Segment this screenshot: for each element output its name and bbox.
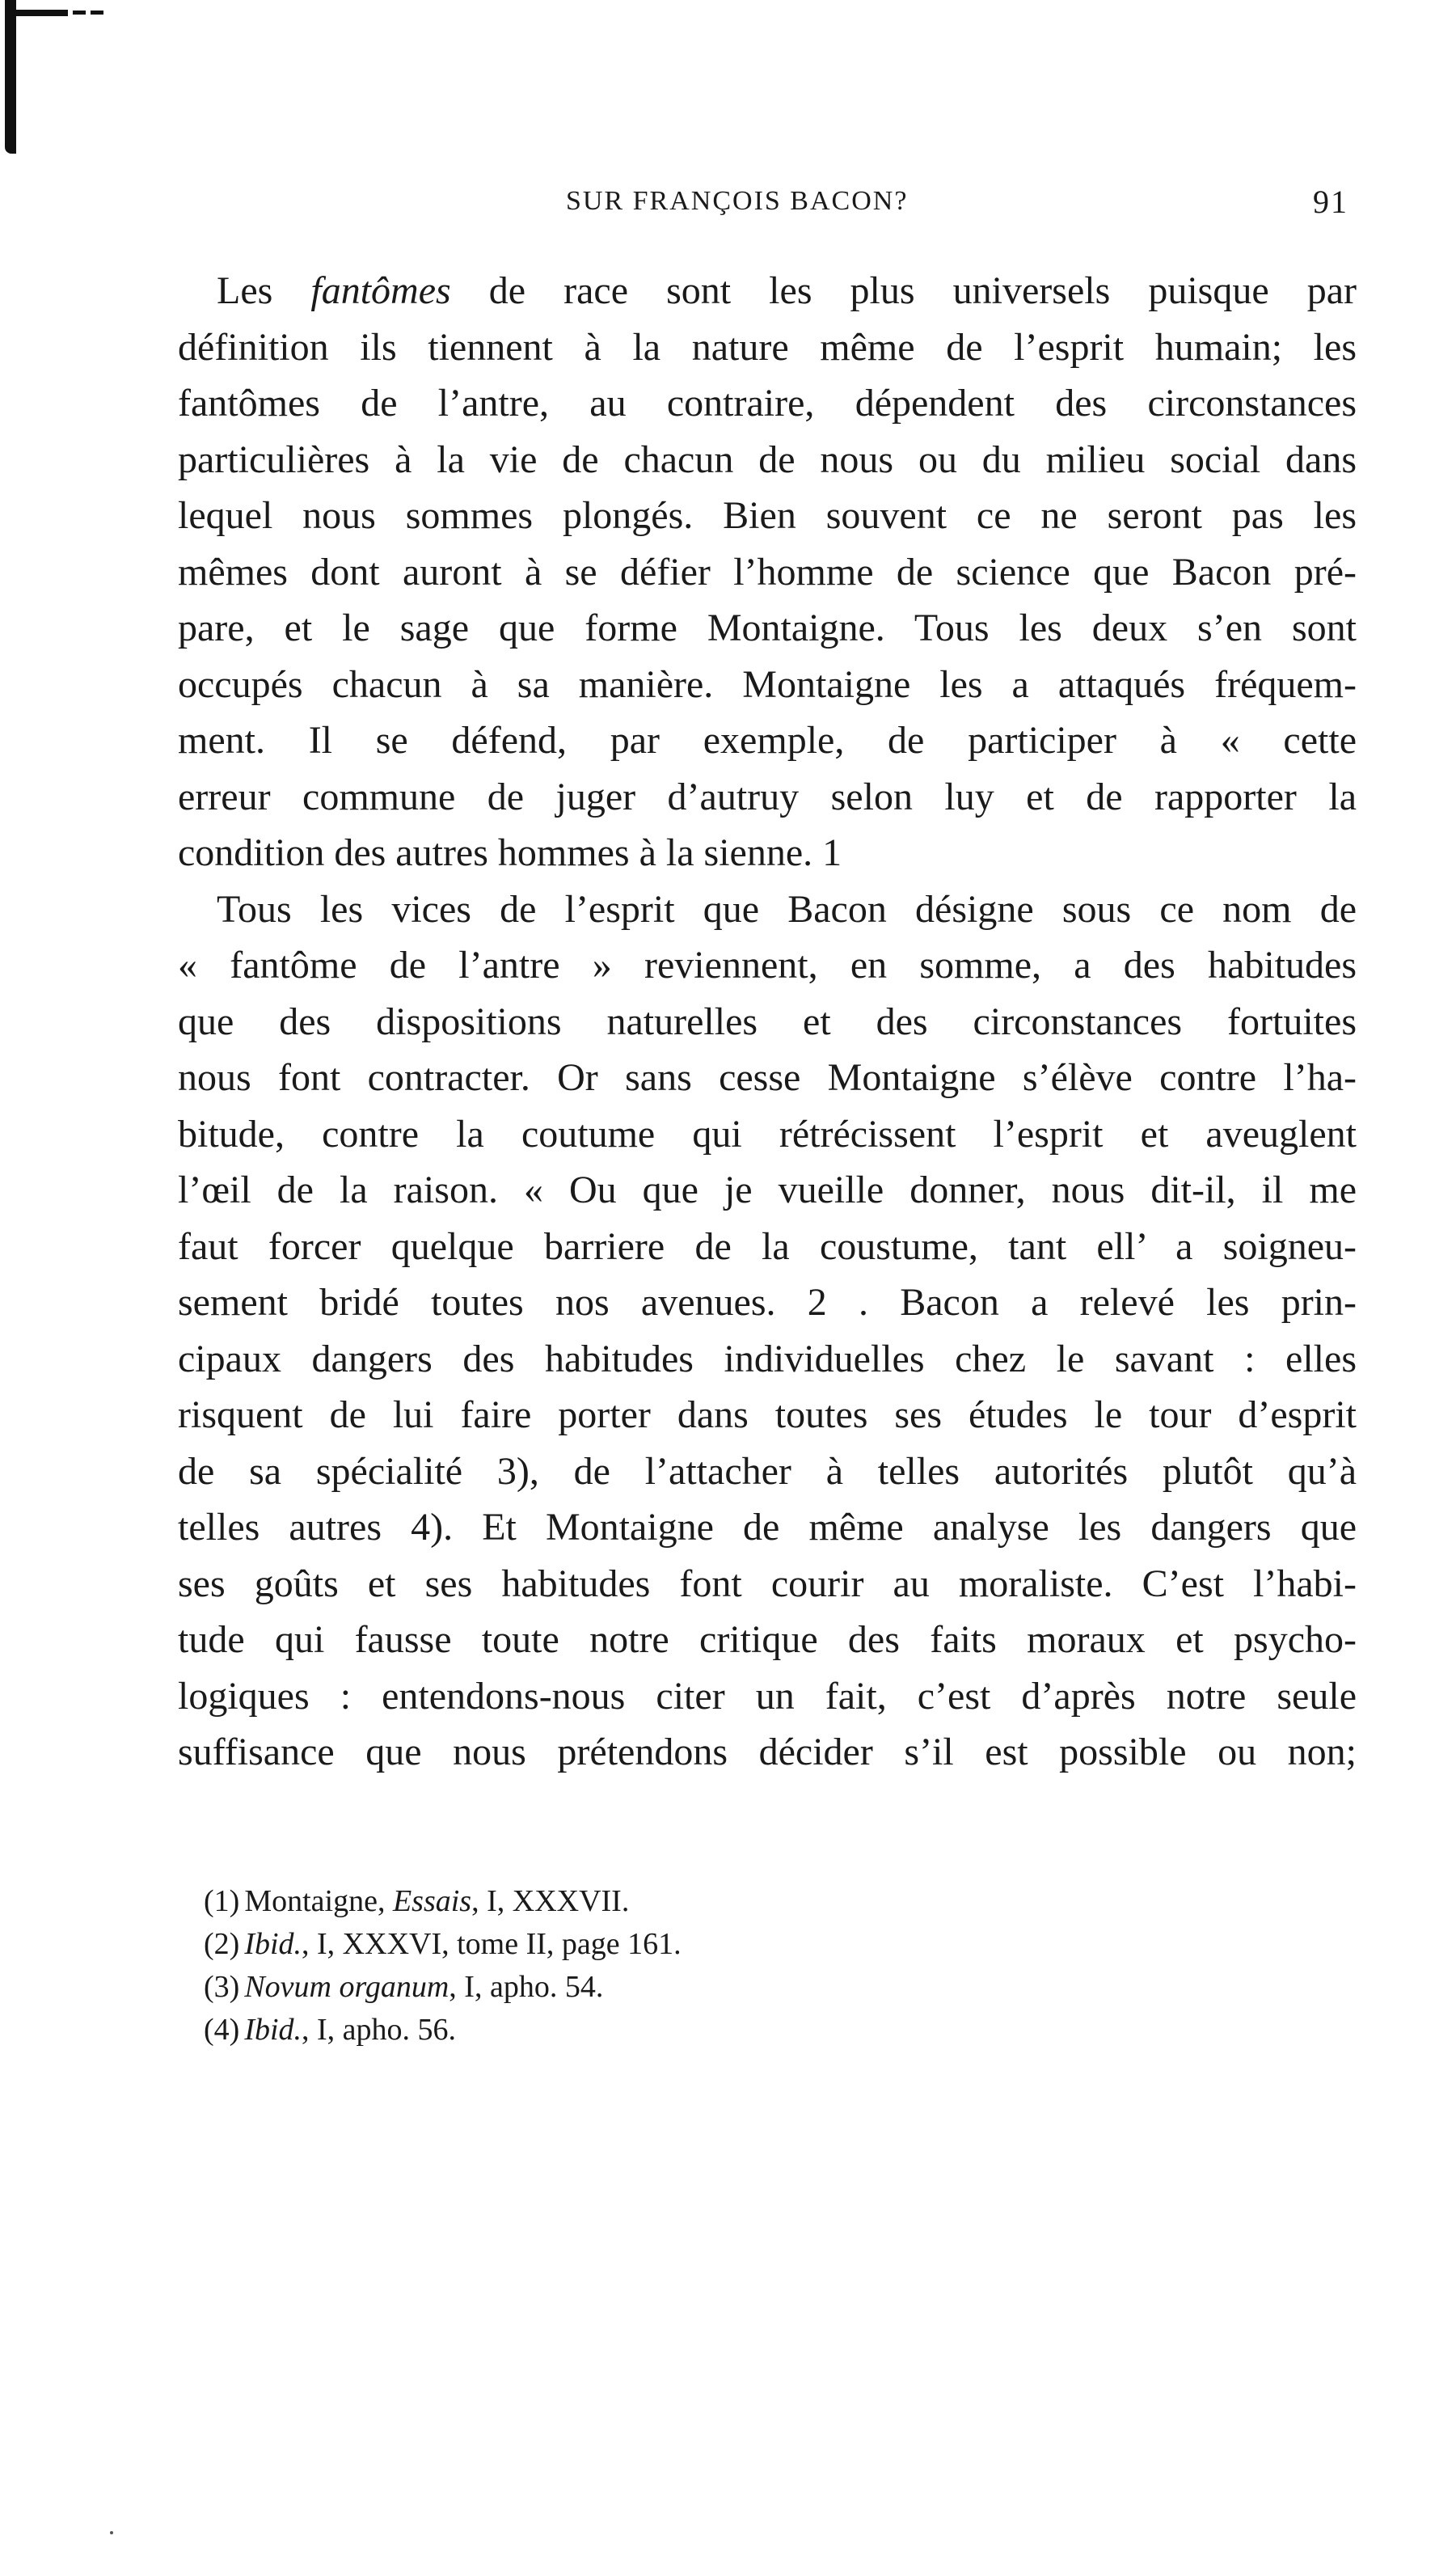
footnote: (1) Montaigne, Essais, I, XXXVII. xyxy=(204,1884,630,1918)
text-line: que des dispositions naturelles et des circonstances fortuites xyxy=(178,1000,1357,1043)
footnote-title: Ibid. xyxy=(244,1927,302,1961)
footnote-title: Novum organum xyxy=(244,1970,449,2004)
text-line: Tous les vices de l’esprit que Bacon désigne sous ce nom de xyxy=(217,887,1357,931)
footnote: (3) Novum organum, I, apho. 54. xyxy=(204,1970,604,2004)
body-text xyxy=(178,263,1357,1781)
italic-term: fantômes xyxy=(310,269,451,312)
footnote-title: Essais xyxy=(392,1884,472,1918)
footnotes xyxy=(204,1880,1174,2052)
text-line: « fantôme de l’antre » reviennent, en somme, a des habitudes xyxy=(178,944,1357,987)
scan-speck xyxy=(110,2531,113,2534)
text-line: nous font contracter. Or sans cesse Montaigne s’élève contre l’ha- xyxy=(178,1056,1357,1099)
footnote: (2) Ibid., I, XXXVI, tome II, page 161. xyxy=(204,1927,682,1961)
text-line: cipaux dangers des habitudes individuelles chez le savant : elles xyxy=(178,1337,1357,1380)
crop-corner-mark xyxy=(0,0,121,162)
text-line: particulières à la vie de chacun de nous ou du milieu social dans xyxy=(178,437,1357,481)
footnote-title: Ibid. xyxy=(244,2013,302,2047)
text-line: occupés chacun à sa manière. Montaigne les a attaqués fréquem- xyxy=(178,662,1357,706)
text-line: pare, et le sage que forme Montaigne. Tous les deux s’en sont xyxy=(178,606,1357,649)
text-line: l’œil de la raison. « Ou que je vueille donner, nous dit-il, il me xyxy=(178,1169,1357,1211)
text-line: définition ils tiennent à la nature même de l’esprit humain; les xyxy=(178,325,1357,369)
text-line: faut forcer quelque barriere de la coustume, tant ell’ a soigneu- xyxy=(178,1224,1357,1268)
text-line: risquent de lui faire porter dans toutes ses études le tour d’esprit xyxy=(178,1393,1357,1436)
text-line: bitude, contre la coutume qui rétrécissent l’esprit et aveuglent xyxy=(178,1112,1357,1156)
text-line: telles autres 4). Et Montaigne de même analyse les dangers que xyxy=(178,1506,1357,1549)
page-number: 91 xyxy=(1313,184,1348,220)
running-header: SUR FRANÇOIS BACON? xyxy=(566,186,909,216)
text-line: mêmes dont auront à se défier l’homme de science que Bacon pré- xyxy=(178,550,1357,594)
text-line: lequel nous sommes plongés. Bien souvent ce ne seront pas les xyxy=(178,494,1357,537)
text-line: suffisance que nous prétendons décider s’il est possible ou non; xyxy=(178,1731,1357,1773)
text-line: sement bridé toutes nos avenues. 2 . Bacon a relevé les prin- xyxy=(178,1281,1357,1324)
text-line: ment. Il se défend, par exemple, de participer à « cette xyxy=(178,719,1357,762)
text-line: Les fantômes de race sont les plus universels puisque par xyxy=(217,269,1357,312)
text-line: erreur commune de juger d’autruy selon luy et de rapporter la xyxy=(178,775,1357,818)
footnote: (4) Ibid., I, apho. 56. xyxy=(204,2013,457,2047)
text-line: ses goûts et ses habitudes font courir au moraliste. C’est l’habi- xyxy=(178,1562,1357,1605)
text-line: tude qui fausse toute notre critique des faits moraux et psycho- xyxy=(178,1618,1357,1661)
text-line: logiques : entendons-nous citer un fait, c’est d’après notre seule xyxy=(178,1674,1357,1718)
text-line: de sa spécialité 3), de l’attacher à telles autorités plutôt qu’à xyxy=(178,1449,1357,1493)
text-line: condition des autres hommes à la sienne. 1 xyxy=(178,831,842,874)
text-line: fantômes de l’antre, au contraire, dépendent des circonstances xyxy=(178,382,1357,425)
